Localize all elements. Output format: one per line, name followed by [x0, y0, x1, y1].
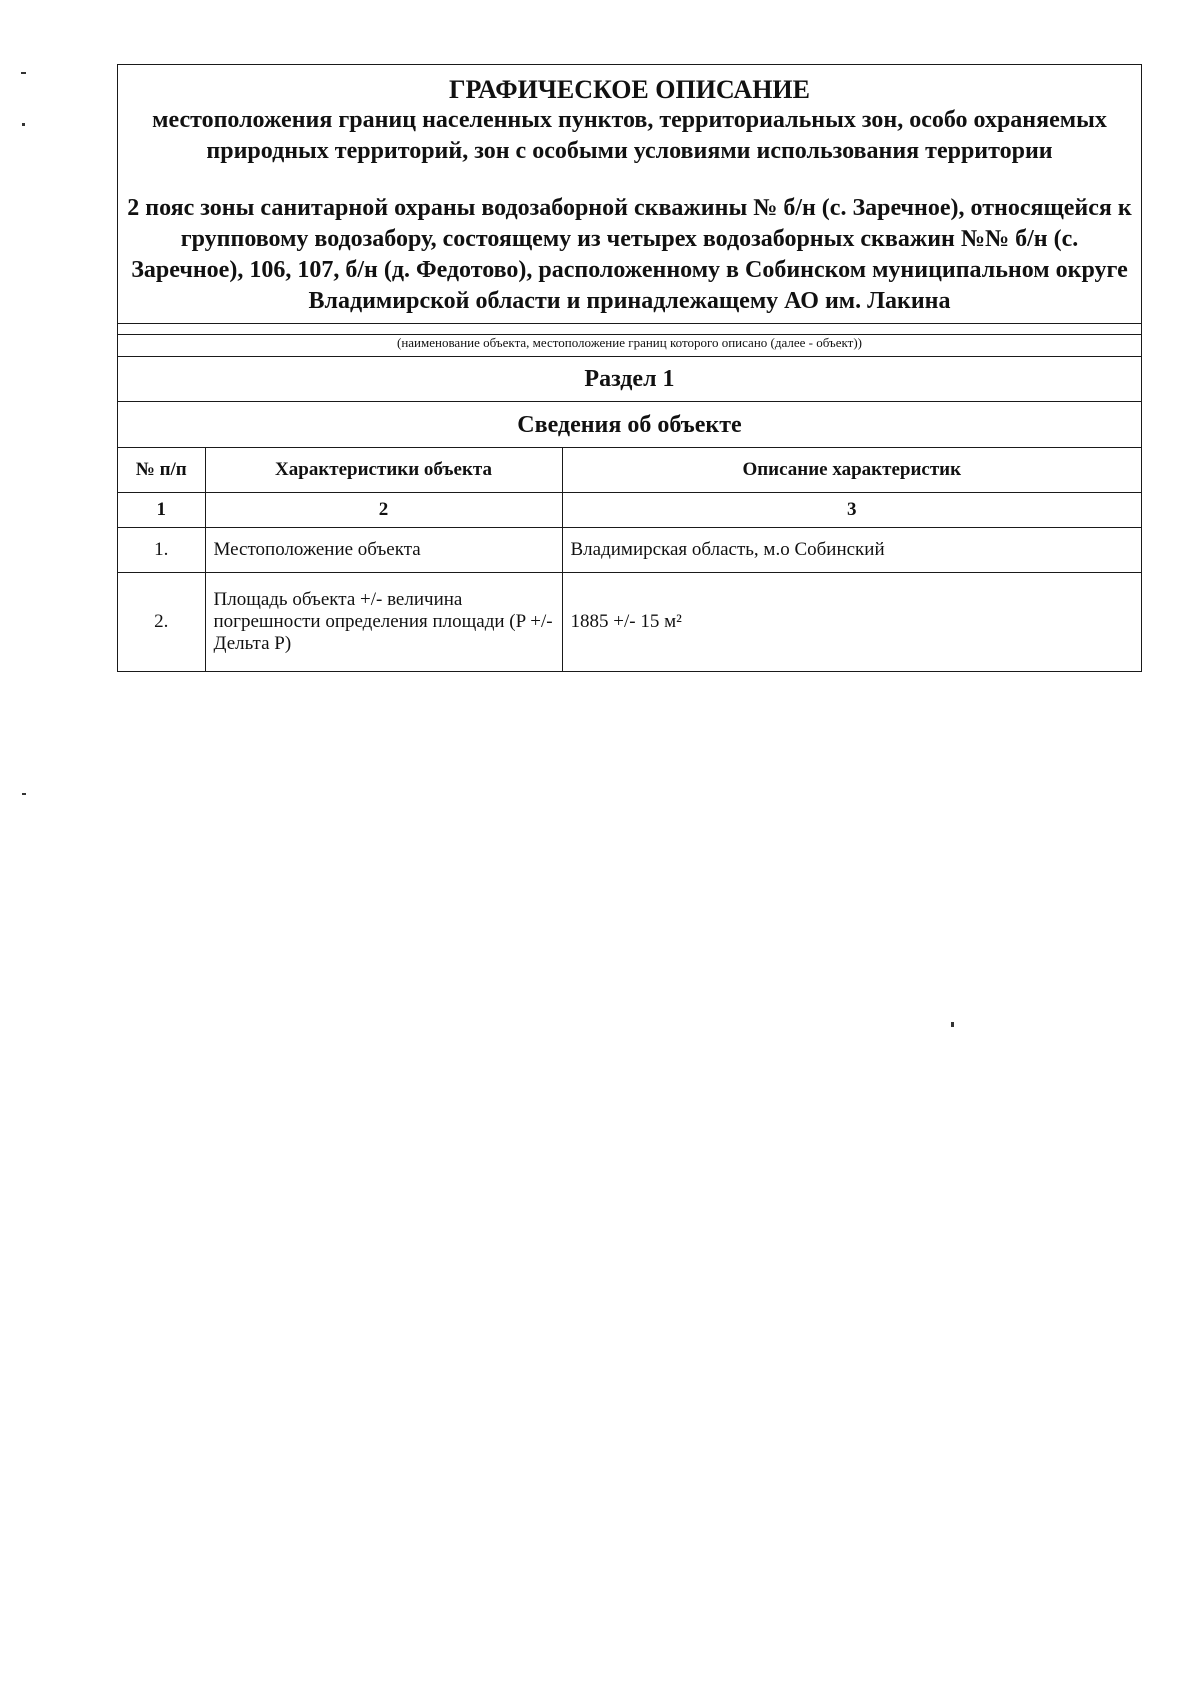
column-header-number: № п/п — [118, 448, 205, 493]
scan-mark — [21, 72, 26, 74]
row-number: 1. — [118, 528, 205, 573]
table-row — [118, 573, 1141, 672]
column-number: 2 — [205, 493, 562, 528]
column-header-property: Характеристики объекта — [205, 448, 562, 493]
column-header-description: Описание характеристик — [562, 448, 1141, 493]
column-number: 1 — [118, 493, 205, 528]
scan-mark — [22, 123, 25, 126]
document-subtitle: местоположения границ населенных пунктов, территориальных зон, особо охраняемых природных территорий, зон с особыми условиями использования территории — [152, 107, 1107, 164]
row-value: Владимирская область, м.о Собинский — [562, 528, 1141, 573]
row-number: 2. — [118, 573, 205, 672]
table-header-row — [118, 448, 1141, 493]
scan-mark — [951, 1022, 954, 1027]
column-number-row — [118, 493, 1141, 528]
row-value: 1885 +/- 15 м² — [562, 573, 1141, 672]
scan-mark — [22, 793, 26, 795]
row-property: Площадь объекта +/- величина погрешности определения площади (P +/- Дельта P) — [205, 573, 562, 672]
object-name: 2 пояс зоны санитарной охраны водозаборной скважины № б/н (с. Заречное), относящейся к групповому водозабору, состоящему из четырех водозаборных скважин №№ б/н (с. Заречное), 106, 107, б/н (д. Федотово), расположенному в Собинском муниципальном округе Владимирской области и принадлежащему АО им. Лакина — [127, 195, 1132, 314]
document-form — [117, 64, 1142, 672]
section-label: Раздел 1 — [118, 356, 1141, 401]
document-title: ГРАФИЧЕСКОЕ ОПИСАНИЕ — [449, 75, 810, 104]
title-block — [118, 65, 1141, 323]
caption-row — [118, 323, 1141, 356]
section-heading: Сведения об объекте — [118, 401, 1141, 447]
table-row — [118, 528, 1141, 573]
object-caption: (наименование объекта, местоположение границ которого описано (далее - объект)) — [397, 335, 862, 350]
object-properties-table — [118, 447, 1141, 671]
column-number: 3 — [562, 493, 1141, 528]
row-property: Местоположение объекта — [205, 528, 562, 573]
